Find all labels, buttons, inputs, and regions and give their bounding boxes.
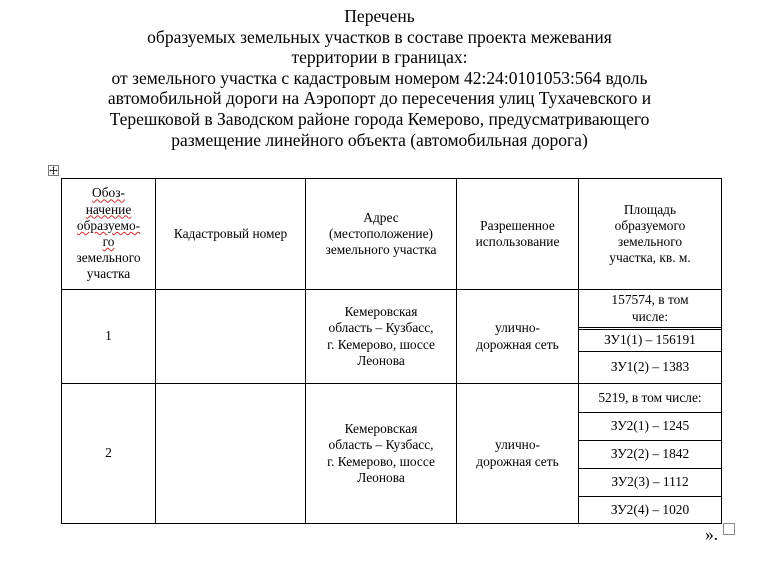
address-line: область – Кузбасс, [328,437,434,453]
land-plots-table [61,178,722,524]
header-text: использование [475,234,560,249]
header-text: земельного [617,234,683,249]
document-title [0,6,759,150]
header-text: Кадастровый номер [173,225,288,241]
header-text: образуемого [614,217,686,233]
table-move-handle[interactable] [48,165,59,176]
end-of-cell-marker [723,523,735,535]
cell-usage [457,290,579,384]
table-row [62,290,722,384]
header-text: (местоположение) [328,225,433,241]
area-part: ЗУ2(1) – 1245 [579,413,721,441]
table-row [62,384,722,524]
title-line: территории в границах: [291,47,468,68]
header-text: го [102,234,115,249]
usage-line: улично- [494,320,540,336]
title-line: от земельного участка с кадастровым номером 42:24:0101053:564 вдоль [111,67,648,88]
area-part: ЗУ2(4) – 1020 [610,501,690,517]
cell-usage [457,384,579,524]
header-area [579,179,722,290]
cell-address [306,384,457,524]
header-text: участка [86,266,131,282]
usage-line: дорожная сеть [476,453,559,469]
title-line: Терешковой в Заводском районе города Кемерово, предусматривающего [109,108,650,129]
header-cadastral [156,179,306,290]
area-part: ЗУ2(2) – 1842 [579,441,721,469]
address-line: Леонова [357,352,405,368]
cell-area [579,290,722,384]
header-text: Площадь [623,201,677,217]
header-text: Адрес [363,209,399,225]
table-header-row [62,179,722,290]
address-line: область – Кузбасс, [328,320,434,336]
title-line: автомобильной дороги на Аэропорт до пересечения улиц Тухачевского и [107,88,652,109]
address-line: Кемеровская [344,304,418,320]
move-arrows-icon [49,166,58,175]
area-part: ЗУ2(3) – 1112 [579,469,721,497]
usage-line: дорожная сеть [476,336,559,352]
header-designation [62,179,156,290]
area-part: ЗУ1(2) – 1383 [610,359,690,375]
cell-number: 2 [62,384,156,524]
cell-cadastral [156,384,306,524]
area-part: ЗУ1(1) – 156191 [579,330,721,352]
cell-cadastral [156,290,306,384]
area-total: 5219, в том числе: [579,384,721,413]
title-line: размещение линейного объекта (автомобильная дорога) [171,129,588,150]
header-text: начение [85,201,132,217]
title-line: образуемых земельных участков в составе проекта межевания [147,26,612,47]
header-text: образуемо- [76,217,141,233]
header-text: земельного [76,250,141,266]
address-line: г. Кемерово, шоссе [327,453,435,469]
area-total-line: 157574, в том [611,292,689,308]
address-line: Леонова [357,469,405,485]
cell-address [306,290,457,384]
usage-line: улично- [494,437,540,453]
header-address [306,179,457,290]
cell-area [579,384,722,524]
area-total-line: числе: [631,308,669,324]
header-text: участка, кв. м. [609,250,691,266]
header-usage [457,179,579,290]
cell-number: 1 [62,290,156,384]
header-text: Обоз- [92,185,125,201]
address-line: г. Кемерово, шоссе [327,336,435,352]
area-total [579,290,721,330]
closing-quote: ». [705,524,719,544]
address-line: Кемеровская [344,421,418,437]
header-text: земельного участка [325,242,437,258]
title-line: Перечень [344,6,415,26]
header-text: Разрешенное [480,217,555,233]
